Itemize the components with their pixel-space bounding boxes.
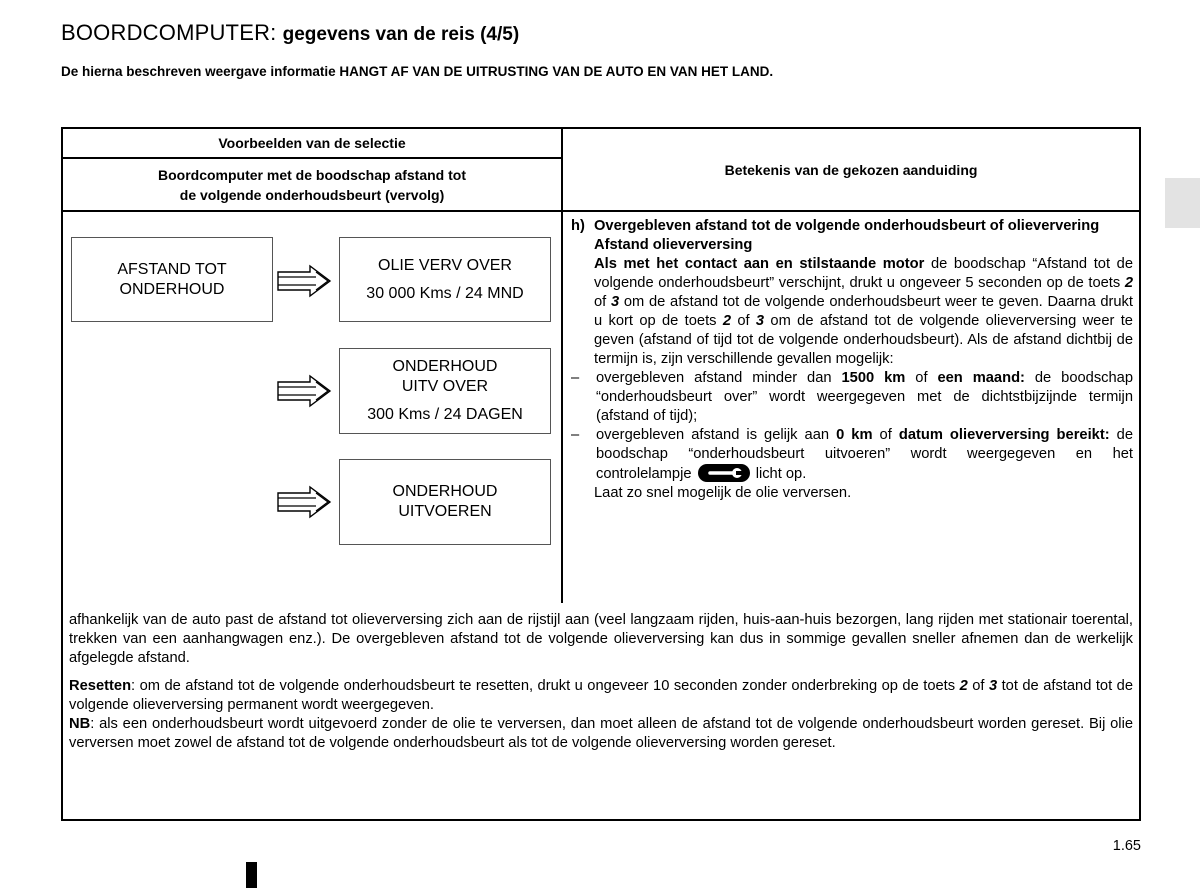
- header-bottom-line: [61, 210, 1141, 212]
- page-number: 1.65: [1112, 838, 1141, 854]
- display-afstand-tot-onderhoud: [71, 237, 273, 322]
- col2-header-text: Betekenis van de gekozen aanduiding: [724, 161, 978, 178]
- chapter-tab: [1165, 178, 1200, 228]
- display-onderhoud-uitv-over: [339, 348, 551, 434]
- section-last-line: Laat zo snel mogelijk de olie verversen.: [594, 485, 852, 501]
- display-line: 300 Kms / 24 DAGEN: [367, 406, 523, 423]
- page-title: [61, 20, 519, 46]
- col1-header-bottom: [63, 159, 561, 210]
- crop-mark: [246, 862, 257, 888]
- col1-header-bottom-l1: Boordcomputer met de boodschap afstand tot: [157, 166, 466, 183]
- section-heading-text: Overgebleven afstand tot de volgende onderhoudsbeurt of olieververing: [594, 218, 1100, 234]
- display-line: OLIE VERV OVER: [378, 256, 512, 274]
- col1-header-bottom-l2: de volgende onderhoudsbeurt (vervolg): [179, 186, 445, 203]
- display-line: UITVOEREN: [398, 503, 492, 520]
- display-onderhoud-uitvoeren: [339, 459, 551, 545]
- section-letter: h): [571, 218, 585, 234]
- reset-paragraph: Resetten: om de afstand tot de volgende onderhoudsbeurt te resetten, drukt u ongeveer 10 seconden zonder onderbreking op de toets 2 of 3 tot de afstand tot de volgende olieverversing permanent wordt weergegeven.: [69, 678, 1133, 713]
- double-arrow-icon: [276, 374, 332, 408]
- nb-paragraph: NB: als een onderhoudsbeurt wordt uitgevoerd zonder de olie te verversen, dan moet alleen de afstand tot de volgende onderhoudsbeurt worden gereset. Bij olie verversen moet zowel de afstand tot de volgende onderhoudsbeurt als tot de volgende olieverversing worden gereset.: [69, 716, 1133, 751]
- display-line: 30 000 Kms / 24 MND: [366, 284, 524, 302]
- bottom-paragraph-1: afhankelijk van de auto past de afstand tot olieverversing zich aan de rijstijl aan (veel langzaam rijden, huis-aan-huis bezorgen, lang rijden met stationair toerental, trekken van een aanhangwagen enz.). De overgebleven afstand tot de volgende olieverversing kan dus in sommige gevallen sneller afnemen dan de werkelijk afgelegde afstand.: [69, 612, 1133, 666]
- page-title-sub: gegevens van de reis (4/5): [282, 24, 520, 45]
- display-line: ONDERHOUD: [392, 483, 498, 500]
- display-line: UITV OVER: [401, 378, 489, 395]
- bottom-paragraph-2: [69, 677, 1133, 753]
- list-item: – overgebleven afstand is gelijk aan 0 km of datum olieverversing bereikt: de boodschap “onderhoudsbeurt uitvoeren” wordt weergegeven en het controlelampje licht op.: [571, 427, 1133, 482]
- double-arrow-icon: [276, 264, 332, 298]
- page-title-main: BOORDCOMPUTER:: [61, 20, 277, 45]
- meaning-column: [571, 217, 1133, 503]
- display-olie-verv-over: [339, 237, 551, 322]
- col1-header-top-text: Voorbeelden van de selectie: [218, 135, 406, 151]
- list-item: – overgebleven afstand minder dan 1500 km of een maand: de boodschap “onderhoudsbeurt over” wordt weergegeven met de dichtstbijzijnde termijn (afstand of tijd);: [571, 370, 1134, 424]
- intro-text: De hierna beschreven weergave informatie HANGT AF VAN DE UITRUSTING VAN DE AUTO EN VAN HET LAND.: [61, 64, 774, 79]
- display-line: AFSTAND TOT: [117, 260, 227, 278]
- section-subheading: Afstand olieverversing: [594, 237, 753, 253]
- col1-header-top: [63, 129, 561, 157]
- display-line: ONDERHOUD: [392, 358, 498, 375]
- col2-header: [563, 129, 1139, 210]
- wrench-warning-lamp-icon: [698, 464, 750, 482]
- display-line: ONDERHOUD: [119, 280, 225, 298]
- section-paragraph: Als met het contact aan en stilstaande motor de boodschap “Afstand tot de volgende onderhoudsbeurt” verschijnt, drukt u ongeveer 5 seconden op de toets 2 of 3 om de afstand tot de volgende onderhoudsbeurt weer te geven. Daarna drukt u kort op de toets 2 of 3 om de afstand tot de volgende olieverversing weer te geven (afstand of tijd tot de volgende onderhoudsbeurt). Als de afstand dichtbij de termijn is, zijn verschillende gevallen mogelijk:: [594, 256, 1133, 367]
- section-body: [571, 236, 1133, 503]
- section-heading: [571, 217, 1133, 236]
- double-arrow-icon: [276, 485, 332, 519]
